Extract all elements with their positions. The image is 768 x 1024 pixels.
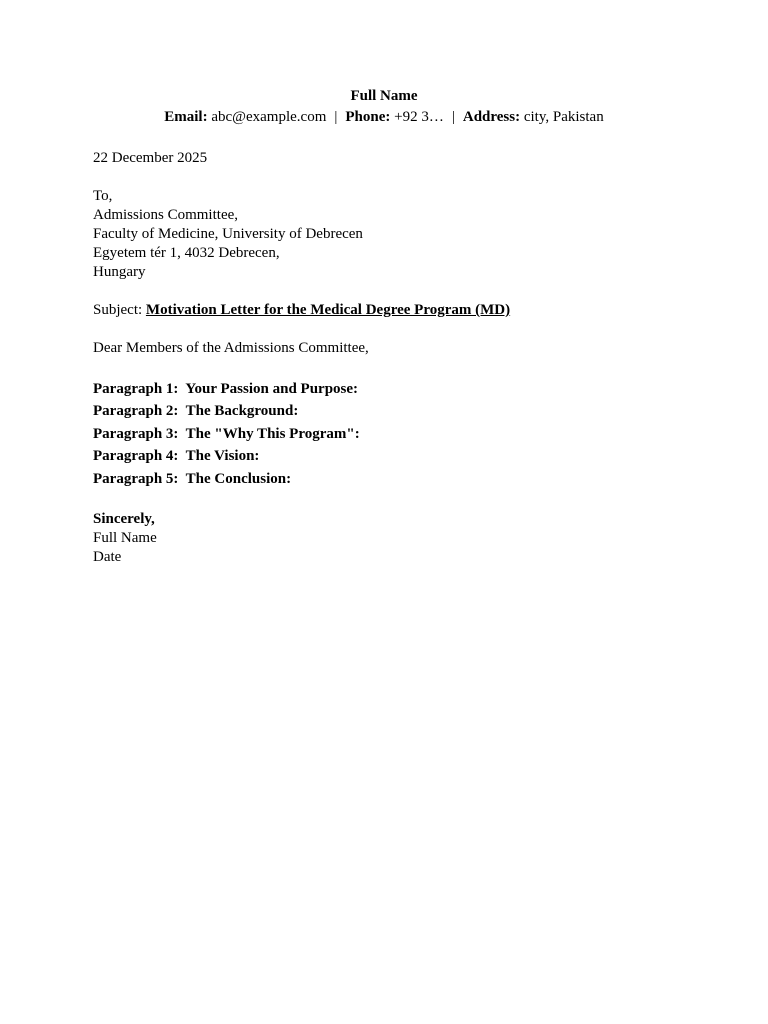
- recipient-to: To,: [93, 188, 113, 204]
- sign-off: Sincerely,: [93, 511, 155, 528]
- recipient-line: Egyetem tér 1, 4032 Debrecen,: [93, 245, 280, 261]
- paragraph-title: The Background:: [185, 403, 299, 420]
- subject-line: [93, 301, 675, 320]
- salutation: Dear Members of the Admissions Committee,: [93, 340, 369, 356]
- paragraph-label: Paragraph 5:: [93, 470, 179, 487]
- paragraph-title: The Conclusion:: [185, 470, 292, 487]
- paragraph-heading: [93, 400, 675, 422]
- paragraph-label: Paragraph 2:: [93, 403, 179, 420]
- subject-title: Motivation Letter for the Medical Degree Program (MD): [145, 302, 511, 318]
- sender-name: Full Name: [350, 88, 418, 104]
- address-label: Address:: [462, 109, 521, 125]
- phone-value: +92 3…: [394, 109, 444, 125]
- paragraph-title: The "Why This Program":: [185, 425, 360, 442]
- paragraph-heading: [93, 468, 675, 490]
- recipient-line: Faculty of Medicine, University of Debrecen: [93, 226, 363, 242]
- closing-block: [93, 510, 675, 567]
- email-value: abc@example.com: [211, 109, 327, 125]
- subject-label: Subject:: [93, 302, 143, 318]
- paragraph-label: Paragraph 1:: [93, 381, 179, 397]
- address-value: city, Pakistan: [523, 109, 604, 125]
- signature-name: Full Name: [93, 530, 157, 547]
- contact-separator: |: [451, 109, 455, 125]
- paragraph-heading: [93, 445, 675, 467]
- email-label: Email:: [164, 109, 208, 125]
- paragraph-title: Your Passion and Purpose:: [185, 381, 359, 397]
- contact-separator: |: [334, 109, 338, 125]
- paragraph-heading: [93, 378, 675, 400]
- recipient-block: [93, 187, 675, 282]
- paragraph-label: Paragraph 4:: [93, 448, 179, 465]
- letter-date: 22 December 2025: [93, 150, 208, 166]
- contact-line: [93, 106, 675, 129]
- signature-date: Date: [93, 549, 122, 566]
- phone-label: Phone:: [345, 109, 391, 125]
- paragraph-outline: [93, 378, 675, 490]
- paragraph-title: The Vision:: [185, 448, 260, 465]
- recipient-line: Admissions Committee,: [93, 207, 239, 223]
- paragraph-heading: [93, 423, 675, 445]
- paragraph-label: Paragraph 3:: [93, 425, 179, 442]
- recipient-line: Hungary: [93, 264, 146, 280]
